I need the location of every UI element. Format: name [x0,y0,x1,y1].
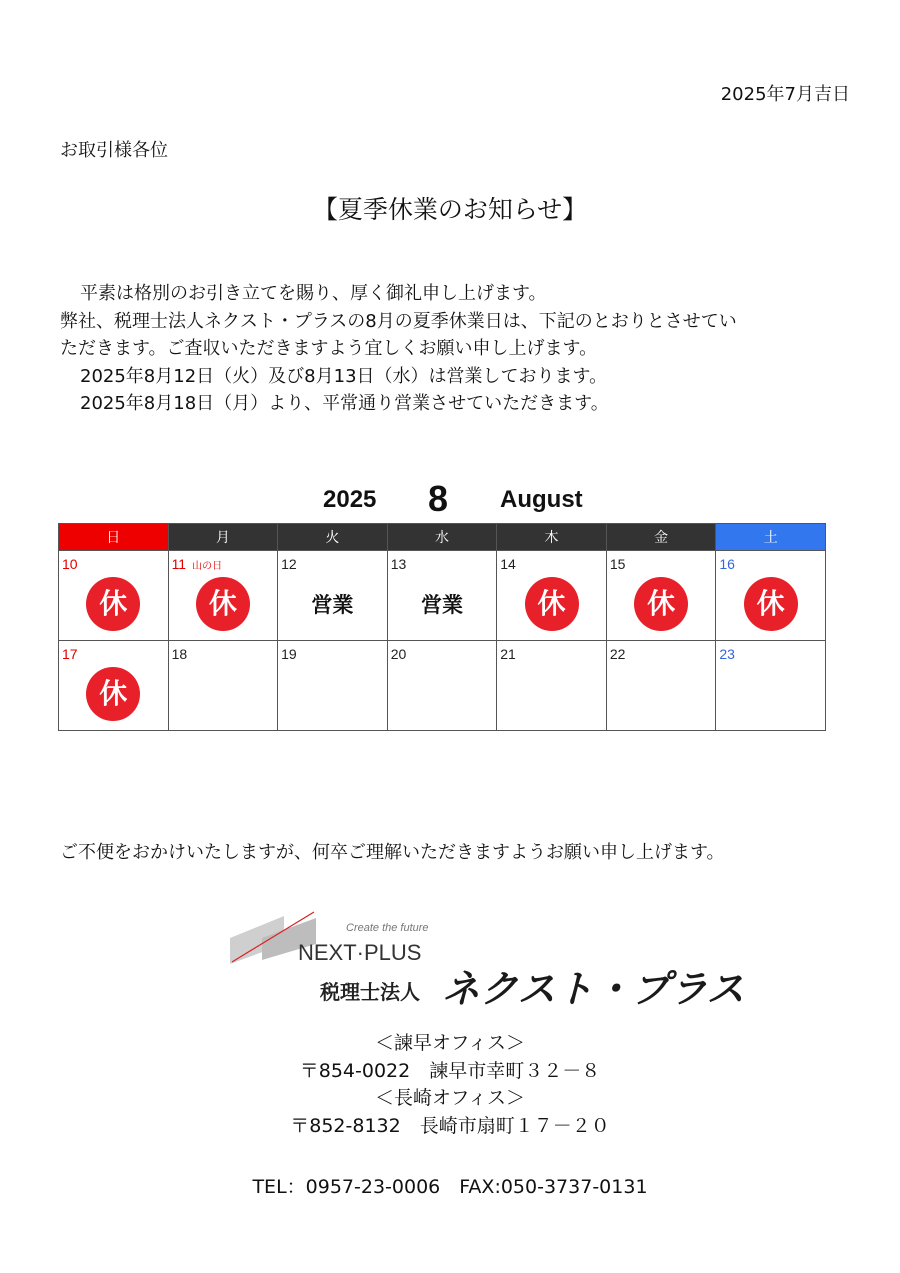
day-cell [387,641,497,731]
day-number: 21 [500,646,516,662]
day-cell [497,551,607,641]
day-number: 13 [390,556,407,572]
day-number: 22 [609,646,626,662]
day-cell [387,551,497,641]
weekday-wed: 水 [387,524,497,551]
closed-badge: 休 [86,667,140,721]
day-number: 18 [171,646,188,662]
calendar-month-en: August [500,486,583,513]
open-label: 営業 [311,593,354,617]
day-number: 20 [390,646,407,662]
office-address: 〒854-0022 諫早市幸町３２－８ [299,1059,601,1082]
day-cell [606,551,716,641]
day-cell [497,641,607,731]
calendar-week [59,641,826,731]
day-cell [278,551,388,641]
day-number: 10 [62,556,78,572]
logo-brand-en: NEXT·PLUS [298,940,422,965]
body-line: 平素は格別のお引き立てを賜り、厚く御礼申し上げます。 [80,283,547,304]
day-number-holiday [172,556,223,572]
letter-date: 2025年7月吉日 [720,84,850,105]
day-number: 14 [500,556,516,572]
closed-badge: 休 [634,577,688,631]
open-label: 営業 [420,593,463,617]
addressee: お取引様各位 [60,140,168,161]
day-number: 19 [281,646,297,662]
office-address: 〒852-8132 長崎市扇町１７－２０ [290,1114,610,1137]
office-info [0,1030,900,1140]
day-cell [168,551,278,641]
day-number: 16 [719,556,735,572]
company-logo [228,910,745,1011]
day-number: 23 [719,646,735,662]
office-label: ＜諫早オフィス＞ [375,1032,525,1054]
weekday-row [59,524,826,551]
weekday-tue: 火 [278,524,388,551]
closed-badge: 休 [525,577,579,631]
holiday-name: 山の日 [192,561,223,572]
closed-badge: 休 [86,577,140,631]
page-title: 【夏季休業のお知らせ】 [312,195,588,224]
calendar-grid [58,523,826,731]
closing-message: ご不便をおかけいたしますが、何卒ご理解いただきますようお願い申し上げます。 [60,842,725,863]
calendar-header [0,478,900,522]
day-cell [278,641,388,731]
day-number: 12 [281,556,297,572]
logo-brand-jp: ネクスト・プラス [442,967,745,1011]
weekday-sun: 日 [59,524,169,551]
contact-info: TEL：0957-23-0006 FAX:050-3737-0131 [252,1176,648,1198]
body-line: 弊社、税理士法人ネクスト・プラスの8月の夏季休業日は、下記のとおりとさせてい [60,310,737,332]
day-cell [606,641,716,731]
weekday-mon: 月 [168,524,278,551]
body-line: 2025年8月18日（月）より、平常通り営業させていただきます。 [80,393,609,414]
day-number: 15 [609,556,626,572]
calendar-month: 8 [428,478,449,519]
weekday-sat: 土 [716,524,826,551]
day-cell [168,641,278,731]
day-cell [716,551,826,641]
day-cell [59,551,169,641]
closed-badge: 休 [196,577,250,631]
body-line: ただきます。ご査収いただきますよう宜しくお願い申し上げます。 [60,338,598,359]
logo-corp-type: 税理士法人 [320,980,420,1004]
notice-body [60,280,850,418]
day-cell [59,641,169,731]
day-cell [716,641,826,731]
body-line: 2025年8月12日（火）及び8月13日（水）は営業しております。 [80,365,608,387]
calendar-year: 2025 [323,486,377,513]
office-label: ＜長崎オフィス＞ [375,1087,525,1109]
calendar-week [59,551,826,641]
closed-badge: 休 [744,577,798,631]
day-number: 17 [62,646,78,662]
logo-tagline: Create the future [346,922,429,934]
day-number: 11 [171,556,187,572]
weekday-thu: 木 [497,524,607,551]
weekday-fri: 金 [606,524,716,551]
